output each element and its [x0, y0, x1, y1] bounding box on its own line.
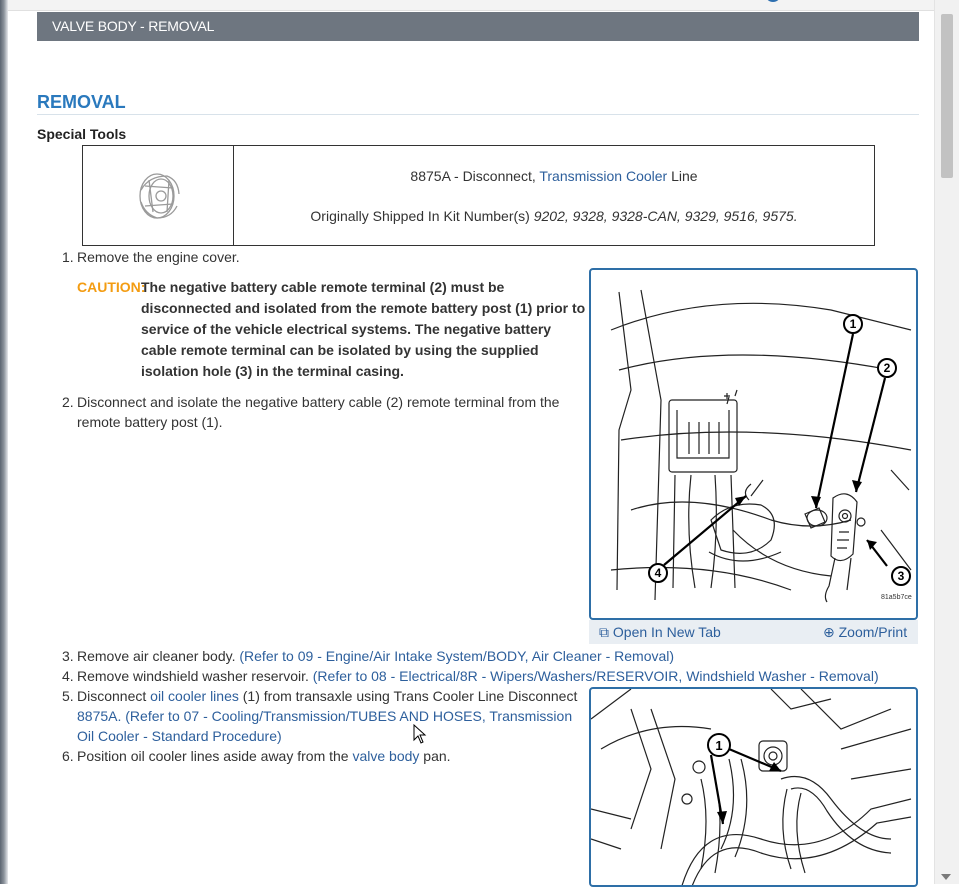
- top-toolbar-strip: [8, 0, 934, 11]
- callout-2: 2: [883, 361, 891, 375]
- mouse-cursor-icon: [413, 724, 427, 744]
- scroll-down-arrow-icon[interactable]: [941, 874, 951, 880]
- callout-3: 3: [897, 569, 905, 583]
- step-text: Remove air cleaner body.: [77, 648, 236, 664]
- zoom-print-label: Zoom/Print: [838, 624, 908, 640]
- heading-divider: [37, 114, 919, 115]
- tool-suffix: Line: [671, 168, 698, 184]
- step-text: Disconnect: [77, 688, 147, 704]
- step-5: [62, 686, 582, 746]
- step-text: Remove windshield washer reservoir.: [77, 668, 309, 684]
- washer-reservoir-reference-link[interactable]: (Refer to 08 - Electrical/8R - Wipers/Washers/RESERVOIR, Windshield Washer - Removal): [312, 668, 879, 684]
- step-text: Remove the engine cover.: [77, 249, 240, 265]
- vertical-scrollbar[interactable]: [934, 0, 959, 884]
- open-new-tab-label: Open In New Tab: [612, 624, 721, 640]
- oil-cooler-lines-figure[interactable]: [589, 687, 918, 887]
- step-number: 4.: [62, 668, 74, 684]
- step-text: pan.: [423, 748, 451, 764]
- kit-numbers: 9202, 9328, 9328-CAN, 9329, 9516, 9575.: [533, 208, 798, 224]
- caution-label: CAUTION:: [77, 279, 146, 295]
- step-number: 2.: [62, 394, 74, 410]
- special-tools-table: [82, 145, 875, 246]
- section-title-bar: [37, 12, 919, 41]
- valve-body-link[interactable]: valve body: [352, 748, 420, 764]
- zoom-print-button[interactable]: [823, 624, 907, 641]
- zoom-icon: ⊕: [823, 624, 835, 640]
- oil-cooler-lines-illustration: [591, 689, 916, 887]
- section-title: VALVE BODY - REMOVAL: [52, 18, 215, 34]
- removal-heading: REMOVAL: [37, 92, 126, 112]
- tool-image-cell: [83, 146, 234, 245]
- tool-8875a-link[interactable]: 8875A: [77, 708, 118, 724]
- cooler-procedure-reference-link[interactable]: (Refer to 07 - Cooling/Transmission/TUBES AND HOSES, Transmission Oil Cooler - Standard Procedure): [77, 708, 573, 744]
- tool-number: 8875A - Disconnect,: [410, 168, 536, 184]
- step-4: [62, 666, 897, 686]
- figure-footer: [589, 620, 918, 644]
- tool-kit-line: [234, 208, 874, 224]
- battery-terminal-illustration: [591, 270, 916, 618]
- transmission-cooler-link[interactable]: Transmission Cooler: [539, 168, 668, 184]
- battery-terminal-figure[interactable]: [589, 268, 918, 620]
- oil-cooler-lines-link[interactable]: oil cooler lines: [150, 688, 239, 704]
- callout-1: 1: [849, 317, 857, 331]
- step-text-period: .: [117, 708, 122, 724]
- step-3: [62, 646, 897, 666]
- step-2: [62, 392, 577, 432]
- step-number: 3.: [62, 648, 74, 664]
- special-tools-label: Special Tools: [37, 126, 127, 142]
- scrollbar-thumb[interactable]: [941, 14, 953, 178]
- window-edge: [0, 0, 8, 884]
- step-text: Position oil cooler lines aside away from the: [77, 748, 349, 764]
- toolbar-indicator-icon: [765, 0, 781, 2]
- callout-4: 4: [654, 566, 662, 580]
- step-text: (1) from transaxle using Trans Cooler Line Disconnect: [242, 688, 578, 704]
- disconnect-tool-icon[interactable]: [83, 146, 233, 245]
- step-6: [62, 746, 582, 766]
- figure-code: 81a5b7ce: [881, 594, 912, 601]
- step-number: 5.: [62, 688, 74, 704]
- step-number: 6.: [62, 748, 74, 764]
- step-1: [62, 247, 577, 267]
- caution-text: The negative battery cable remote terminal (2) must be disconnected and isolated from the remote battery post (1) prior to service of the vehicle electrical systems. The negative battery cable remote terminal can be isolated by using the supplied isolation hole (3) in the terminal casing.: [141, 279, 586, 379]
- tool-title-line: [234, 168, 874, 184]
- open-in-new-tab-button[interactable]: [599, 624, 721, 641]
- open-new-tab-icon: ⧉: [599, 624, 609, 640]
- step-number: 1.: [62, 249, 74, 265]
- air-cleaner-reference-link[interactable]: (Refer to 09 - Engine/Air Intake System/BODY, Air Cleaner - Removal): [239, 648, 675, 664]
- kit-label: Originally Shipped In Kit Number(s): [310, 208, 530, 224]
- tool-description-cell: [234, 146, 874, 245]
- callout-1: 1: [715, 738, 723, 753]
- step-text: Disconnect and isolate the negative battery cable (2) remote terminal from the remote battery post (1).: [77, 394, 560, 430]
